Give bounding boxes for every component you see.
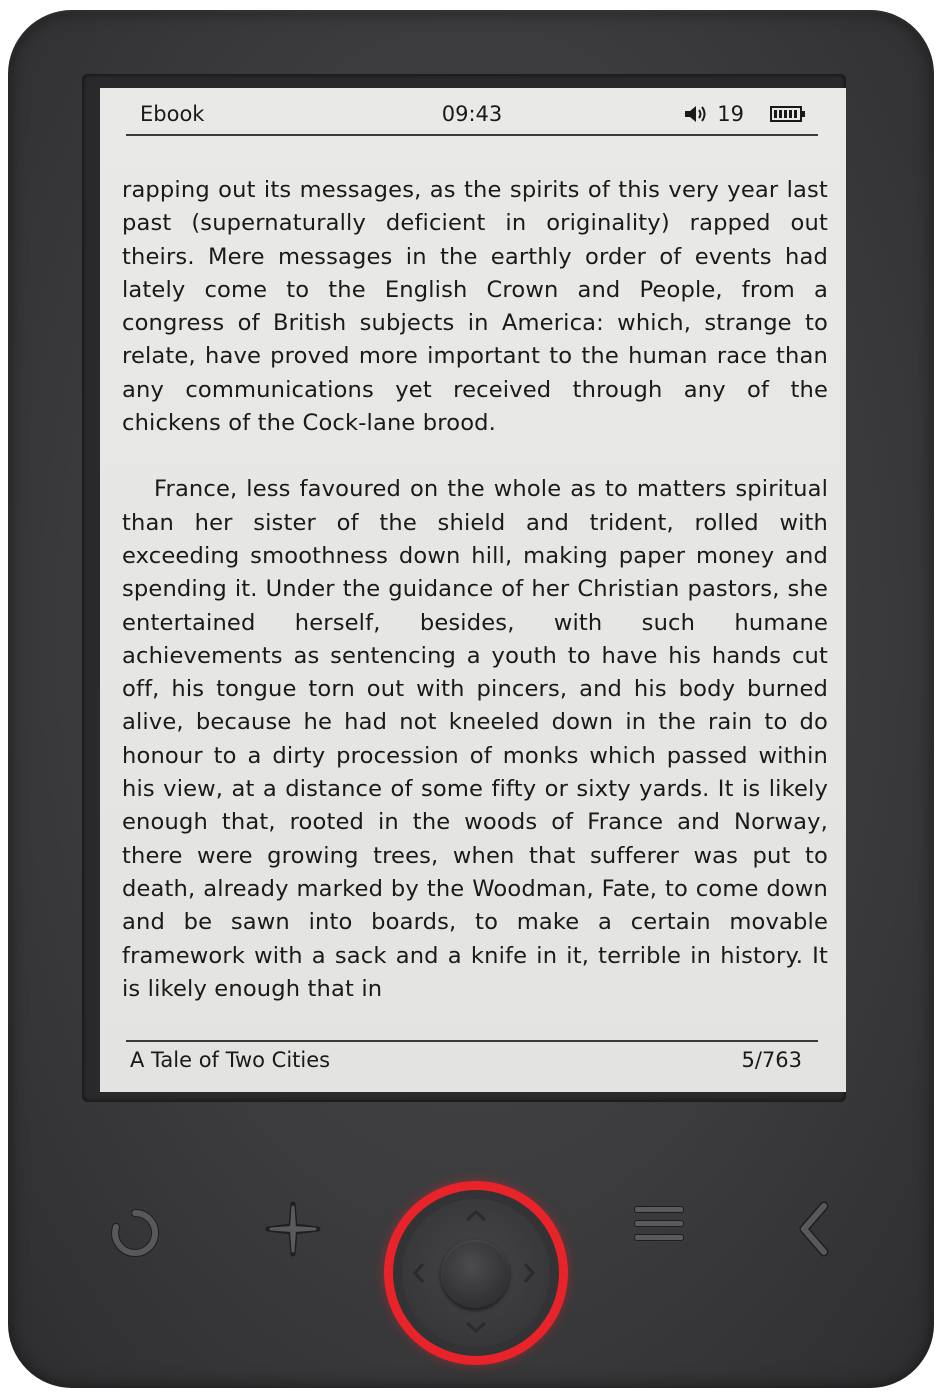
clock: 09:43 [441,102,503,126]
power-button[interactable] [106,1204,164,1262]
book-title: A Tale of Two Cities [130,1048,331,1072]
paragraph: rapping out its messages, as the spirits of this very year last past (supernaturally deficient in originality) rapped out theirs. Mere messages in the earthly order of events had lately come to the English Crown and People, from a congress of British subjects in America: which, strange to relate, have proved more important to the human race than any communications yet received through any of the chickens of the Cock-lane brood. [122,177,828,437]
app-name: Ebook [140,102,205,126]
status-indicators [683,102,806,126]
footer-bar [126,1040,818,1078]
paragraph: France, less favoured on the whole as to matters spiritual than her sister of the shield and trident, rolled with exceeding smoothness down hill, making paper money and spending it. Under the guidance of her Christian pastors, she entertained herself, besides, with such humane achievements as sentencing a youth to have his hands cut off, his tongue torn out with pincers, and his body burned alive, because he had not kneeled down in the rain to do honour to a dirty procession of monks which passed within his view, at a distance of some fifty or sixty yards. It is likely enough that, rooted in the woods of France and Norway, there were growing trees, when that sufferer was put to death, already marked by the Woodman, Fate, to come down and be sawn into boards, to make a certain movable framework with a sack and a knife in it, terrible in history. It is likely enough that in [122,476,828,1002]
dpad-center-button[interactable] [441,1240,509,1308]
back-chevron-icon [792,1198,836,1260]
page-indicator: 5/763 [741,1048,802,1072]
plus-icon [262,1198,324,1260]
speaker-icon [683,104,709,124]
battery-icon [770,106,806,122]
menu-icon [628,1200,690,1256]
menu-button[interactable] [628,1200,690,1256]
eink-screen[interactable] [100,88,846,1092]
status-bar [126,98,818,136]
plus-button[interactable] [262,1198,324,1260]
back-button[interactable] [792,1198,836,1260]
dpad-left-icon[interactable] [412,1261,426,1285]
power-icon [106,1204,164,1262]
dpad-up-icon[interactable] [464,1209,488,1223]
volume-level: 19 [717,102,744,126]
page-text [122,174,828,1006]
dpad-right-icon[interactable] [522,1261,536,1285]
dpad-down-icon[interactable] [464,1320,488,1334]
